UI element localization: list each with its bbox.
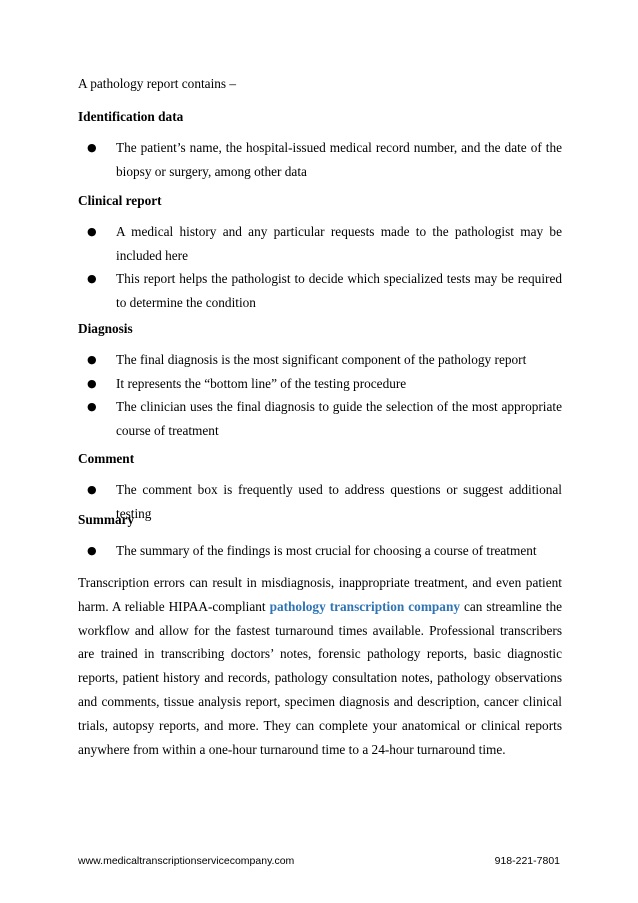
summary-list [78, 539, 562, 563]
identification-data-list [78, 136, 562, 183]
heading-summary: Summary [78, 512, 135, 527]
list-item: ● The summary of the findings is most crucial for choosing a course of treatment [78, 539, 562, 563]
bullet-icon: ● [87, 483, 97, 496]
footer-phone: 918-221-7801 [494, 855, 560, 867]
bullet-icon: ● [87, 272, 97, 285]
body-paragraph [78, 571, 562, 761]
list-item: ● The comment box is frequently used to address questions or suggest additional testing [78, 478, 562, 525]
list-item: ● The final diagnosis is the most significant component of the pathology report [78, 348, 562, 372]
heading-clinical-report: Clinical report [78, 193, 162, 208]
bullet-icon: ● [87, 376, 97, 390]
list-item: ● A medical history and any particular requests made to the pathologist may be included here [78, 220, 562, 267]
pathology-transcription-company-link[interactable]: pathology transcription company [269, 598, 460, 614]
bullet-icon: ● [87, 225, 97, 238]
intro-text: A pathology report contains – [78, 76, 237, 91]
paragraph-text-after-link: can streamline the workflow and allow for the fastest turnaround times available. Professional transcribers are trained in transcribing doctors’ notes, forensic pathology reports, basic diagnostic reports, patient history and records, pathology consultation notes, pathology observations and comments, tissue analysis report, specimen diagnosis and description, cancer clinical trials, autopsy reports, and more. They can complete your anatomical or clinical reports anywhere from within a one-hour turnaround time to a 24-hour turnaround time. [78, 598, 562, 757]
clinical-report-list [78, 220, 562, 314]
list-item: ● The patient’s name, the hospital-issued medical record number, and the date of the biopsy or surgery, among other data [78, 136, 562, 183]
heading-identification-data: Identification data [78, 109, 184, 124]
bullet-icon: ● [87, 353, 97, 366]
list-item: ● It represents the “bottom line” of the testing procedure [78, 372, 562, 396]
bullet-icon: ● [87, 544, 97, 557]
heading-comment: Comment [78, 451, 135, 466]
list-item: ● The clinician uses the final diagnosis to guide the selection of the most appropriate course of treatment [78, 395, 562, 442]
diagnosis-list [78, 348, 562, 442]
paragraph-text-before-link: Transcription errors can result in misdiagnosis, inappropriate treatment, and even patient harm. A reliable HIPAA-compliant [78, 575, 562, 614]
footer-website: www.medicaltranscriptionservicecompany.com [78, 855, 295, 867]
list-item: ● This report helps the pathologist to decide which specialized tests may be required to determine the condition [78, 267, 562, 314]
comment-list [78, 478, 562, 525]
heading-diagnosis: Diagnosis [78, 321, 133, 336]
bullet-icon: ● [87, 141, 97, 154]
bullet-icon: ● [87, 400, 97, 413]
